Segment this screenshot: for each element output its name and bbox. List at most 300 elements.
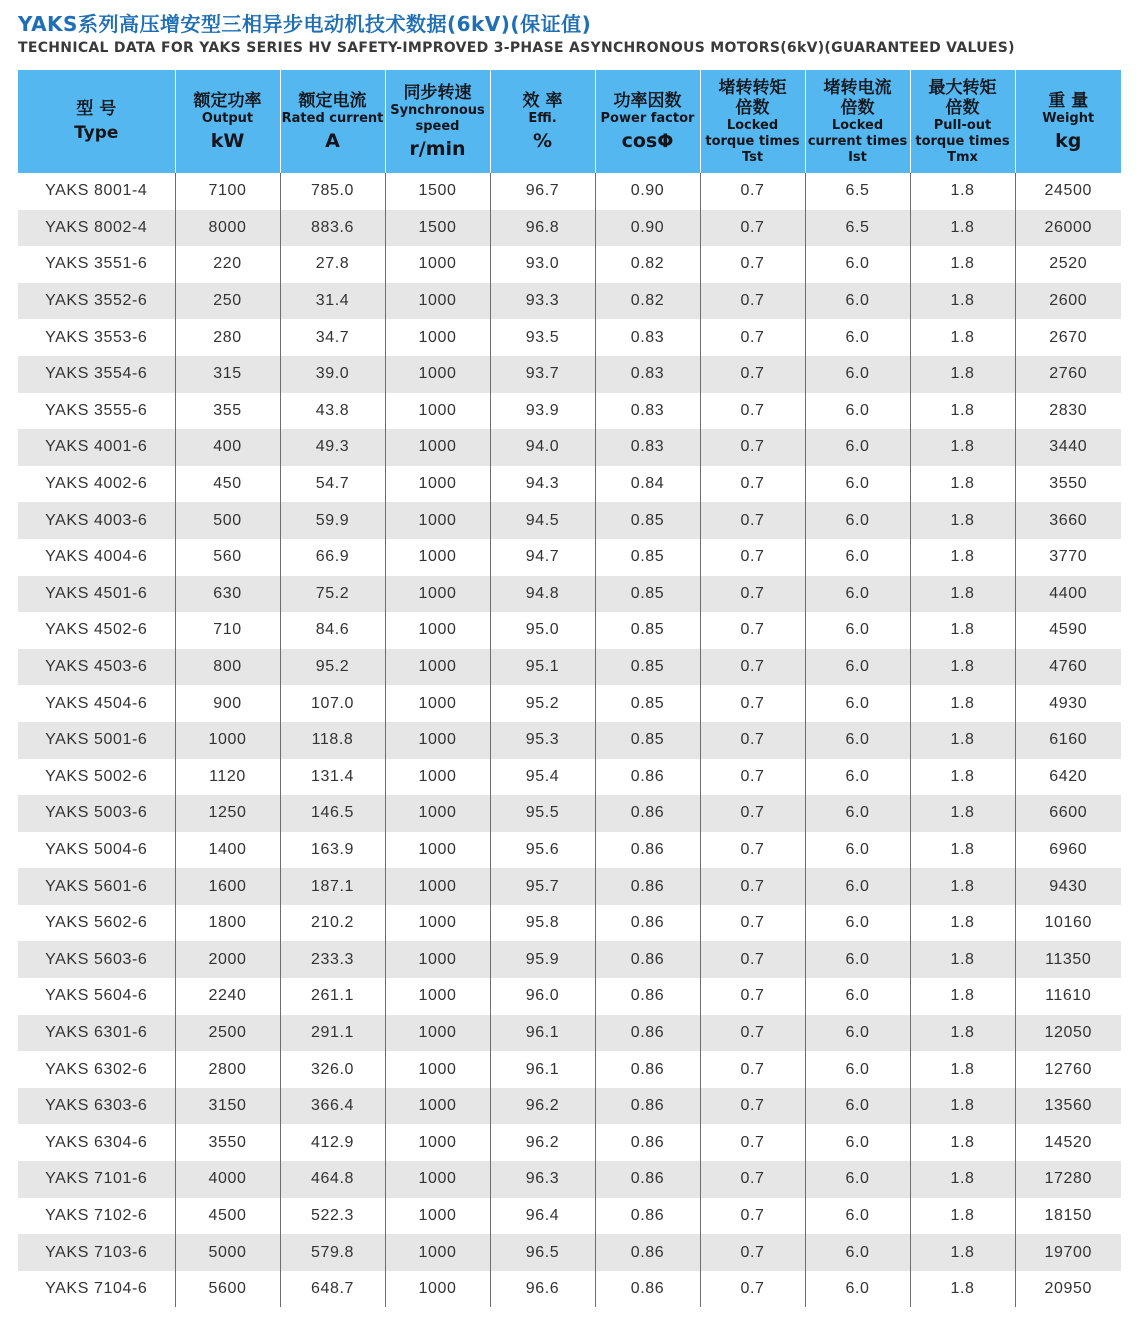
table-row: [18, 832, 1121, 869]
cell-locked-torque: 0.7: [700, 612, 805, 649]
cell-pullout-torque: 1.8: [910, 246, 1015, 283]
cell-pullout-torque: 1.8: [910, 1234, 1015, 1271]
cell-locked-torque: 0.7: [700, 832, 805, 869]
header-row: [18, 70, 1121, 173]
cell-pullout-torque: 1.8: [910, 576, 1015, 613]
cell-locked-torque: 0.7: [700, 759, 805, 796]
cell-pullout-torque: 1.8: [910, 649, 1015, 686]
cell-power-factor: 0.85: [595, 502, 700, 539]
cell-locked-current: 6.0: [805, 393, 910, 430]
header-locked-torque: [700, 70, 805, 173]
table-row: [18, 759, 1121, 796]
cell-pullout-torque: 1.8: [910, 539, 1015, 576]
cell-weight: 2760: [1015, 356, 1121, 393]
cell-pullout-torque: 1.8: [910, 722, 1015, 759]
cell-locked-torque: 0.7: [700, 1198, 805, 1235]
table-row: [18, 1271, 1121, 1308]
cell-output: 315: [175, 356, 280, 393]
cell-locked-current: 6.0: [805, 832, 910, 869]
cell-locked-current: 6.0: [805, 429, 910, 466]
cell-current: 579.8: [280, 1234, 385, 1271]
cell-current: 522.3: [280, 1198, 385, 1235]
cell-locked-torque: 0.7: [700, 868, 805, 905]
cell-power-factor: 0.86: [595, 1088, 700, 1125]
header-type-en: Type: [74, 122, 119, 143]
cell-pullout-torque: 1.8: [910, 978, 1015, 1015]
cell-power-factor: 0.82: [595, 246, 700, 283]
header-locked-current-en: Locked current times Ist: [807, 117, 908, 165]
header-power-factor-cn: 功率因数: [613, 90, 682, 111]
cell-efficiency: 95.4: [490, 759, 595, 796]
cell-efficiency: 95.2: [490, 685, 595, 722]
cell-power-factor: 0.83: [595, 356, 700, 393]
header-current-unit: A: [325, 129, 340, 152]
cell-weight: 18150: [1015, 1198, 1121, 1235]
cell-locked-current: 6.5: [805, 210, 910, 247]
table-row: [18, 576, 1121, 613]
header-locked-current-cn: 堵转电流倍数: [823, 77, 892, 118]
cell-locked-torque: 0.7: [700, 722, 805, 759]
cell-power-factor: 0.86: [595, 868, 700, 905]
cell-weight: 6960: [1015, 832, 1121, 869]
cell-output: 1800: [175, 905, 280, 942]
cell-locked-torque: 0.7: [700, 1234, 805, 1271]
cell-current: 27.8: [280, 246, 385, 283]
cell-output: 2500: [175, 1015, 280, 1052]
header-efficiency-cn: 效 率: [522, 90, 563, 111]
cell-weight: 19700: [1015, 1234, 1121, 1271]
table-row: [18, 173, 1121, 210]
cell-locked-current: 6.0: [805, 649, 910, 686]
table-row: [18, 649, 1121, 686]
cell-locked-torque: 0.7: [700, 173, 805, 210]
cell-weight: 10160: [1015, 905, 1121, 942]
cell-power-factor: 0.86: [595, 1198, 700, 1235]
cell-locked-current: 6.0: [805, 1088, 910, 1125]
table-row: [18, 319, 1121, 356]
cell-weight: 3440: [1015, 429, 1121, 466]
cell-output: 8000: [175, 210, 280, 247]
header-type: [18, 70, 175, 173]
table-row: [18, 1124, 1121, 1161]
cell-output: 355: [175, 393, 280, 430]
cell-speed: 1000: [385, 722, 490, 759]
cell-weight: 4400: [1015, 576, 1121, 613]
cell-locked-torque: 0.7: [700, 393, 805, 430]
header-pullout-torque-cn: 最大转矩倍数: [928, 77, 997, 118]
cell-output: 280: [175, 319, 280, 356]
cell-locked-torque: 0.7: [700, 685, 805, 722]
cell-speed: 1000: [385, 685, 490, 722]
cell-type: YAKS 3553-6: [18, 319, 175, 356]
cell-pullout-torque: 1.8: [910, 1271, 1015, 1308]
table-row: [18, 722, 1121, 759]
cell-current: 49.3: [280, 429, 385, 466]
table-row: [18, 1234, 1121, 1271]
cell-weight: 3550: [1015, 466, 1121, 503]
cell-current: 59.9: [280, 502, 385, 539]
cell-efficiency: 95.8: [490, 905, 595, 942]
header-locked-torque-en: Locked torque times Tst: [705, 117, 800, 165]
cell-output: 630: [175, 576, 280, 613]
cell-current: 66.9: [280, 539, 385, 576]
cell-type: YAKS 4504-6: [18, 685, 175, 722]
cell-power-factor: 0.82: [595, 283, 700, 320]
cell-pullout-torque: 1.8: [910, 905, 1015, 942]
cell-output: 4500: [175, 1198, 280, 1235]
cell-power-factor: 0.86: [595, 795, 700, 832]
cell-weight: 17280: [1015, 1161, 1121, 1198]
cell-locked-torque: 0.7: [700, 1271, 805, 1308]
cell-weight: 4590: [1015, 612, 1121, 649]
cell-locked-current: 6.0: [805, 319, 910, 356]
cell-type: YAKS 7103-6: [18, 1234, 175, 1271]
cell-weight: 6600: [1015, 795, 1121, 832]
cell-locked-current: 6.0: [805, 1051, 910, 1088]
cell-pullout-torque: 1.8: [910, 795, 1015, 832]
table-row: [18, 393, 1121, 430]
cell-type: YAKS 7104-6: [18, 1271, 175, 1308]
cell-current: 412.9: [280, 1124, 385, 1161]
table-row: [18, 466, 1121, 503]
page-subtitle: TECHNICAL DATA FOR YAKS SERIES HV SAFETY-IMPROVED 3-PHASE ASYNCHRONOUS MOTORS(6kV)(GUARANTEED VALUES): [18, 40, 1015, 56]
cell-type: YAKS 4501-6: [18, 576, 175, 613]
table-row: [18, 356, 1121, 393]
cell-locked-current: 6.0: [805, 795, 910, 832]
cell-locked-current: 6.0: [805, 978, 910, 1015]
cell-type: YAKS 4004-6: [18, 539, 175, 576]
cell-power-factor: 0.86: [595, 905, 700, 942]
cell-type: YAKS 8001-4: [18, 173, 175, 210]
header-efficiency-unit: %: [532, 129, 553, 152]
cell-locked-current: 6.0: [805, 759, 910, 796]
header-output-cn: 额定功率: [193, 90, 262, 111]
cell-type: YAKS 5601-6: [18, 868, 175, 905]
cell-power-factor: 0.86: [595, 1124, 700, 1161]
cell-power-factor: 0.86: [595, 1161, 700, 1198]
cell-type: YAKS 7101-6: [18, 1161, 175, 1198]
cell-speed: 1000: [385, 539, 490, 576]
cell-weight: 2600: [1015, 283, 1121, 320]
table-body: [18, 173, 1121, 1307]
cell-locked-torque: 0.7: [700, 905, 805, 942]
cell-weight: 6160: [1015, 722, 1121, 759]
cell-weight: 12050: [1015, 1015, 1121, 1052]
cell-type: YAKS 5602-6: [18, 905, 175, 942]
cell-speed: 1000: [385, 246, 490, 283]
cell-type: YAKS 4503-6: [18, 649, 175, 686]
cell-current: 261.1: [280, 978, 385, 1015]
table-row: [18, 795, 1121, 832]
cell-locked-torque: 0.7: [700, 246, 805, 283]
cell-type: YAKS 5603-6: [18, 941, 175, 978]
cell-current: 326.0: [280, 1051, 385, 1088]
header-speed-unit: r/min: [409, 137, 466, 160]
cell-speed: 1000: [385, 832, 490, 869]
cell-pullout-torque: 1.8: [910, 466, 1015, 503]
cell-weight: 12760: [1015, 1051, 1121, 1088]
cell-locked-current: 6.0: [805, 1124, 910, 1161]
table-row: [18, 246, 1121, 283]
header-speed-en: Synchronous speed: [390, 102, 485, 134]
cell-locked-current: 6.0: [805, 1198, 910, 1235]
cell-locked-torque: 0.7: [700, 1161, 805, 1198]
cell-power-factor: 0.86: [595, 941, 700, 978]
cell-pullout-torque: 1.8: [910, 941, 1015, 978]
cell-power-factor: 0.85: [595, 539, 700, 576]
header-weight-unit: kg: [1055, 129, 1082, 152]
cell-pullout-torque: 1.8: [910, 1124, 1015, 1161]
cell-weight: 2830: [1015, 393, 1121, 430]
cell-locked-current: 6.0: [805, 612, 910, 649]
cell-weight: 4930: [1015, 685, 1121, 722]
cell-efficiency: 95.0: [490, 612, 595, 649]
header-output: [175, 70, 280, 173]
cell-speed: 1000: [385, 319, 490, 356]
cell-output: 1600: [175, 868, 280, 905]
cell-pullout-torque: 1.8: [910, 1198, 1015, 1235]
technical-data-table: [18, 70, 1121, 1307]
cell-pullout-torque: 1.8: [910, 612, 1015, 649]
cell-weight: 3660: [1015, 502, 1121, 539]
cell-output: 3550: [175, 1124, 280, 1161]
table-row: [18, 941, 1121, 978]
cell-speed: 1000: [385, 283, 490, 320]
cell-efficiency: 95.3: [490, 722, 595, 759]
cell-type: YAKS 3551-6: [18, 246, 175, 283]
header-pullout-torque: [910, 70, 1015, 173]
cell-power-factor: 0.90: [595, 173, 700, 210]
cell-efficiency: 94.7: [490, 539, 595, 576]
cell-type: YAKS 5604-6: [18, 978, 175, 1015]
cell-locked-torque: 0.7: [700, 319, 805, 356]
table-row: [18, 502, 1121, 539]
cell-locked-torque: 0.7: [700, 795, 805, 832]
cell-speed: 1000: [385, 612, 490, 649]
cell-output: 4000: [175, 1161, 280, 1198]
table-row: [18, 685, 1121, 722]
cell-type: YAKS 5003-6: [18, 795, 175, 832]
cell-output: 220: [175, 246, 280, 283]
cell-current: 163.9: [280, 832, 385, 869]
cell-locked-current: 6.0: [805, 941, 910, 978]
cell-speed: 1000: [385, 649, 490, 686]
cell-efficiency: 96.5: [490, 1234, 595, 1271]
table-row: [18, 1198, 1121, 1235]
cell-pullout-torque: 1.8: [910, 502, 1015, 539]
cell-speed: 1000: [385, 1271, 490, 1308]
cell-efficiency: 93.3: [490, 283, 595, 320]
cell-current: 785.0: [280, 173, 385, 210]
cell-efficiency: 96.3: [490, 1161, 595, 1198]
cell-locked-torque: 0.7: [700, 1051, 805, 1088]
cell-power-factor: 0.83: [595, 319, 700, 356]
cell-pullout-torque: 1.8: [910, 319, 1015, 356]
cell-locked-current: 6.0: [805, 246, 910, 283]
cell-efficiency: 96.0: [490, 978, 595, 1015]
cell-power-factor: 0.90: [595, 210, 700, 247]
cell-output: 250: [175, 283, 280, 320]
cell-locked-current: 6.0: [805, 576, 910, 613]
cell-output: 5600: [175, 1271, 280, 1308]
cell-speed: 1000: [385, 1015, 490, 1052]
cell-power-factor: 0.85: [595, 612, 700, 649]
cell-efficiency: 94.5: [490, 502, 595, 539]
header-output-unit: kW: [210, 129, 245, 152]
cell-current: 464.8: [280, 1161, 385, 1198]
cell-pullout-torque: 1.8: [910, 429, 1015, 466]
header-power-factor: [595, 70, 700, 173]
cell-locked-current: 6.0: [805, 868, 910, 905]
cell-output: 560: [175, 539, 280, 576]
cell-efficiency: 95.1: [490, 649, 595, 686]
cell-pullout-torque: 1.8: [910, 356, 1015, 393]
cell-pullout-torque: 1.8: [910, 173, 1015, 210]
table-row: [18, 283, 1121, 320]
header-weight-en: Weight: [1042, 110, 1095, 126]
cell-pullout-torque: 1.8: [910, 1161, 1015, 1198]
cell-efficiency: 95.5: [490, 795, 595, 832]
cell-power-factor: 0.85: [595, 576, 700, 613]
cell-efficiency: 94.8: [490, 576, 595, 613]
cell-efficiency: 96.6: [490, 1271, 595, 1308]
cell-speed: 1000: [385, 1198, 490, 1235]
cell-efficiency: 93.7: [490, 356, 595, 393]
header-weight: [1015, 70, 1121, 173]
header-current: [280, 70, 385, 173]
cell-locked-current: 6.0: [805, 466, 910, 503]
cell-locked-current: 6.0: [805, 539, 910, 576]
header-efficiency-en: Effi.: [528, 110, 557, 126]
cell-current: 107.0: [280, 685, 385, 722]
cell-type: YAKS 4003-6: [18, 502, 175, 539]
header-locked-current: [805, 70, 910, 173]
header-power-factor-unit: cosΦ: [621, 129, 674, 152]
cell-current: 34.7: [280, 319, 385, 356]
cell-pullout-torque: 1.8: [910, 832, 1015, 869]
cell-current: 210.2: [280, 905, 385, 942]
cell-pullout-torque: 1.8: [910, 283, 1015, 320]
cell-efficiency: 96.1: [490, 1051, 595, 1088]
cell-current: 291.1: [280, 1015, 385, 1052]
cell-output: 2000: [175, 941, 280, 978]
cell-locked-torque: 0.7: [700, 1124, 805, 1161]
cell-speed: 1000: [385, 1088, 490, 1125]
header-output-en: Output: [201, 110, 254, 126]
cell-locked-current: 6.0: [805, 1271, 910, 1308]
cell-type: YAKS 5002-6: [18, 759, 175, 796]
cell-locked-current: 6.5: [805, 173, 910, 210]
cell-locked-current: 6.0: [805, 722, 910, 759]
cell-type: YAKS 4001-6: [18, 429, 175, 466]
cell-locked-current: 6.0: [805, 1234, 910, 1271]
cell-locked-torque: 0.7: [700, 429, 805, 466]
cell-weight: 2520: [1015, 246, 1121, 283]
cell-current: 31.4: [280, 283, 385, 320]
cell-type: YAKS 3555-6: [18, 393, 175, 430]
cell-output: 710: [175, 612, 280, 649]
cell-efficiency: 95.9: [490, 941, 595, 978]
cell-output: 1000: [175, 722, 280, 759]
cell-current: 883.6: [280, 210, 385, 247]
cell-pullout-torque: 1.8: [910, 1088, 1015, 1125]
table-row: [18, 612, 1121, 649]
cell-type: YAKS 6302-6: [18, 1051, 175, 1088]
cell-power-factor: 0.85: [595, 649, 700, 686]
cell-locked-torque: 0.7: [700, 210, 805, 247]
cell-locked-current: 6.0: [805, 685, 910, 722]
cell-speed: 1000: [385, 466, 490, 503]
cell-current: 146.5: [280, 795, 385, 832]
cell-weight: 26000: [1015, 210, 1121, 247]
cell-pullout-torque: 1.8: [910, 1051, 1015, 1088]
cell-locked-torque: 0.7: [700, 356, 805, 393]
cell-efficiency: 93.0: [490, 246, 595, 283]
cell-type: YAKS 3554-6: [18, 356, 175, 393]
cell-type: YAKS 4502-6: [18, 612, 175, 649]
cell-speed: 1000: [385, 978, 490, 1015]
cell-power-factor: 0.86: [595, 759, 700, 796]
cell-efficiency: 94.0: [490, 429, 595, 466]
cell-power-factor: 0.84: [595, 466, 700, 503]
cell-locked-current: 6.0: [805, 1161, 910, 1198]
cell-weight: 13560: [1015, 1088, 1121, 1125]
cell-power-factor: 0.83: [595, 393, 700, 430]
cell-speed: 1000: [385, 502, 490, 539]
cell-efficiency: 94.3: [490, 466, 595, 503]
cell-output: 800: [175, 649, 280, 686]
page-title: YAKS系列高压增安型三相异步电动机技术数据(6kV)(保证值): [18, 12, 592, 36]
table-row: [18, 1051, 1121, 1088]
cell-current: 233.3: [280, 941, 385, 978]
cell-locked-torque: 0.7: [700, 502, 805, 539]
cell-pullout-torque: 1.8: [910, 685, 1015, 722]
cell-power-factor: 0.86: [595, 978, 700, 1015]
cell-power-factor: 0.86: [595, 1271, 700, 1308]
cell-locked-torque: 0.7: [700, 576, 805, 613]
cell-current: 648.7: [280, 1271, 385, 1308]
cell-type: YAKS 8002-4: [18, 210, 175, 247]
cell-locked-torque: 0.7: [700, 978, 805, 1015]
cell-current: 43.8: [280, 393, 385, 430]
cell-weight: 11350: [1015, 941, 1121, 978]
cell-power-factor: 0.86: [595, 1015, 700, 1052]
cell-efficiency: 95.7: [490, 868, 595, 905]
header-efficiency: [490, 70, 595, 173]
cell-power-factor: 0.86: [595, 1051, 700, 1088]
cell-output: 3150: [175, 1088, 280, 1125]
cell-speed: 1000: [385, 429, 490, 466]
cell-type: YAKS 7102-6: [18, 1198, 175, 1235]
table-row: [18, 905, 1121, 942]
cell-output: 900: [175, 685, 280, 722]
cell-weight: 20950: [1015, 1271, 1121, 1308]
cell-current: 75.2: [280, 576, 385, 613]
cell-pullout-torque: 1.8: [910, 393, 1015, 430]
cell-power-factor: 0.83: [595, 429, 700, 466]
cell-weight: 4760: [1015, 649, 1121, 686]
cell-type: YAKS 5004-6: [18, 832, 175, 869]
cell-output: 1400: [175, 832, 280, 869]
cell-output: 7100: [175, 173, 280, 210]
cell-type: YAKS 4002-6: [18, 466, 175, 503]
cell-power-factor: 0.86: [595, 1234, 700, 1271]
cell-speed: 1000: [385, 759, 490, 796]
cell-power-factor: 0.86: [595, 832, 700, 869]
cell-output: 500: [175, 502, 280, 539]
cell-speed: 1500: [385, 173, 490, 210]
cell-locked-current: 6.0: [805, 1015, 910, 1052]
